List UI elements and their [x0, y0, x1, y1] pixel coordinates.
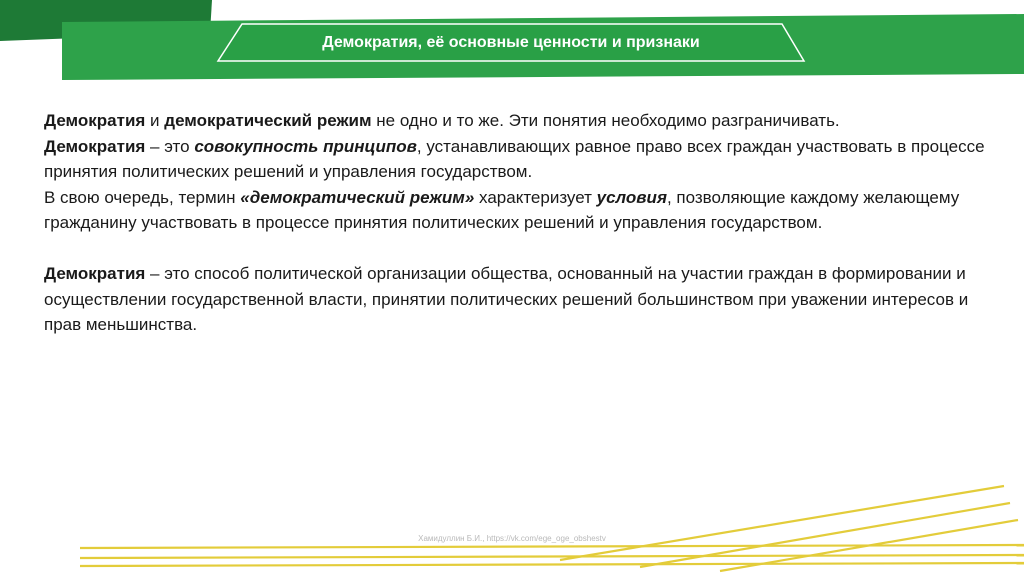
paragraph-3: В свою очередь, термин «демократический режим» характеризует условия, позволяющие каждому желающему гражданину участвовать в процессе принятия политических решений и управления государством. [44, 187, 960, 233]
term-democracy: Демократия [44, 111, 146, 130]
paragraph-2: Демократия – это совокупность принципов, устанавливающих равное право всех граждан участвовать в процессе принятия политических решений и управления государством. [44, 136, 985, 182]
slide-title: Демократия, её основные ценности и признаки [322, 34, 700, 51]
paragraph-4: Демократия – это способ политической организации общества, основанный на участии граждан в формировании и осуществлении государственной власти, принятии политических решений большинством при уважении интересов и прав меньшинства. [44, 263, 969, 335]
term-democratic-regime-quoted: «демократический режим» [240, 187, 475, 207]
slide-body [44, 108, 994, 338]
term-principles: совокупность принципов [194, 136, 417, 156]
term-conditions: условия [596, 187, 667, 207]
footer-credit: Хамидуллин Б.И., https://vk.com/ege_oge_obshestv [418, 534, 606, 543]
gold-lines [80, 486, 1024, 571]
paragraph-1: Демократия и демократический режим не одно и то же. Эти понятия необходимо разграничивать. [44, 111, 840, 130]
term-democracy: Демократия [44, 263, 146, 283]
term-democracy: Демократия [44, 136, 146, 156]
term-democratic-regime: демократический режим [164, 111, 372, 130]
